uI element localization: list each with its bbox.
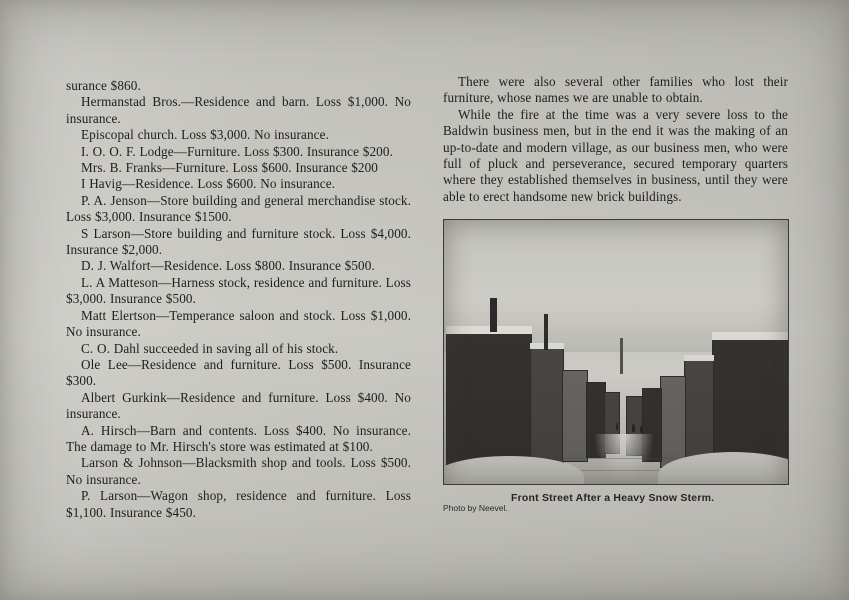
paragraph: Mrs. B. Franks—Furniture. Loss $600. Insurance $200 (81, 160, 378, 176)
paragraph: I. O. O. F. Lodge—Furniture. Loss $300. Insurance $200. (81, 143, 393, 159)
photograph-caption: Front Street After a Heavy Snow Sterm. (511, 492, 715, 504)
paragraph: L. A Matteson—Harness stock, residence and furniture. Loss $3,000. Insurance $500. (66, 274, 411, 307)
right-text-column (443, 74, 788, 205)
paragraph: Ole Lee—Residence and furniture. Loss $500. Insurance $300. (66, 356, 411, 389)
paragraph: P. A. Jenson—Store building and general merchandise stock. Loss $3,000. Insurance $1500. (66, 192, 411, 225)
paragraph: P. Larson—Wagon shop, residence and furniture. Loss $1,100. Insurance $450. (66, 488, 411, 520)
paragraph: Episcopal church. Loss $3,000. No insurance. (81, 127, 329, 143)
paragraph: I Havig—Residence. Loss $600. No insurance. (81, 176, 336, 192)
photo-vignette (444, 220, 788, 484)
snowy-street-photograph (444, 220, 788, 484)
paragraph: Larson & Johnson—Blacksmith shop and tools. Loss $500. No insurance. (66, 455, 411, 487)
paragraph: C. O. Dahl succeeded in saving all of his stock. (81, 340, 339, 356)
left-text-column (66, 78, 411, 521)
photograph-credit: Photo by Neevel. (443, 503, 508, 513)
paragraph: S Larson—Store building and furniture stock. Loss $4,000. Insurance $2,000. (66, 225, 411, 258)
paragraph: Hermanstad Bros.—Residence and barn. Loss $1,000. No insurance. (66, 94, 411, 126)
paragraph: Albert Gurkink—Residence and furniture. Loss $400. No insurance. (66, 389, 411, 422)
paragraph: Matt Elertson—Temperance saloon and stock. Loss $1,000. No insurance. (66, 307, 411, 340)
photograph-frame (443, 219, 789, 485)
paragraph: A. Hirsch—Barn and contents. Loss $400. No insurance. The damage to Mr. Hirsch's store was estimated at $100. (66, 422, 411, 454)
paragraph: While the fire at the time was a very severe loss to the Baldwin business men, but in the end it was the making of an up-to-date and modern village, as our business men, who were full of pluck and perseverance, secured temporary quarters where they established themselves in business, until they were able to erect handsome new brick buildings. (443, 106, 788, 204)
paragraph: D. J. Walfort—Residence. Loss $800. Insurance $500. (81, 258, 375, 274)
paragraph: There were also several other families who lost their furniture, whose names we are unable to obtain. (443, 74, 788, 106)
paragraph: surance $860. (66, 78, 141, 93)
